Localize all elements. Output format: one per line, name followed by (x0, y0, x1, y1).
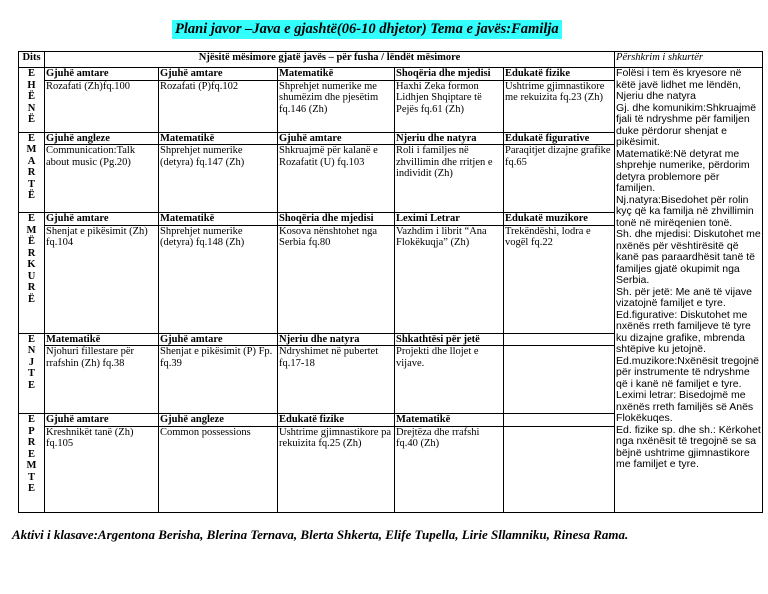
day-label (19, 68, 45, 133)
lesson-cell (504, 346, 615, 414)
subject-cell: Edukatë fizike (504, 68, 615, 81)
lesson-cell: Shprehjet numerike (detyra) fq.148 (Zh) (159, 225, 278, 333)
day-letter: E (27, 483, 35, 494)
day-letter: Ë (27, 91, 35, 102)
subject-cell: Matematikë (278, 68, 395, 81)
lesson-cell: Trekëndëshi, lodra e vogël fq.22 (504, 225, 615, 333)
subject-cell: Njeriu dhe natyra (278, 333, 395, 346)
subject-cell: Matematikë (45, 333, 159, 346)
summary-cell (615, 68, 763, 513)
day-letter: R (27, 437, 36, 448)
summary-header: Përshkrim i shkurtër (615, 52, 763, 68)
day-letter: R (27, 247, 36, 259)
lesson-cell: Shkruajmë për kalanë e Rozafatit (U) fq.103 (278, 145, 395, 213)
summary-line: Nj.natyra:Bisedohet për rolin kyç që ka familja në zhvillimin tonë në mirëqenien tonë. (616, 193, 754, 229)
summary-line: Ed.figurative: Diskutohet me nxënës rreth familjeve të tyre ku dizajne grafike, mbrenda shtëpive ku jetojnë. (616, 308, 751, 355)
day-letter: M (26, 460, 37, 471)
lesson-cell: Shprehjet numerike (detyra) fq.147 (Zh) (159, 145, 278, 213)
subject-cell (504, 414, 615, 427)
footer-teachers: Aktivi i klasave:Argentona Berisha, Blerina Ternava, Blerta Shkerta, Elife Tupella, Lirie Sllamniku, Rinesa Rama. (12, 527, 629, 542)
day-letter: Ë (27, 236, 35, 247)
lesson-cell: Rozafati (P)fq.102 (159, 80, 278, 132)
lesson-cell: Projekti dhe llojet e vijave. (395, 346, 504, 414)
lesson-cell: Common possessions (159, 426, 278, 512)
lesson-cell: Paraqitjet dizajne grafike fq.65 (504, 145, 615, 213)
table-header-row (19, 52, 763, 68)
day-letter: E (27, 414, 35, 425)
day-label (19, 414, 45, 513)
lesson-cell: Rozafati (Zh)fq.100 (45, 80, 159, 132)
lesson-cell: Drejtëza dhe rrafshi fq.40 (Zh) (395, 426, 504, 512)
summary-line: Leximi letrar: Bisedojmë me nxënës rreth familjës së Anës Flokëkuqes. (616, 389, 754, 424)
days-header: Dits (19, 52, 45, 68)
lesson-cell: Vazhdim i librit “Ana Flokëkuqja” (Zh) (395, 225, 504, 333)
day-letter: Ë (27, 293, 35, 305)
day-label (19, 213, 45, 334)
day-letter: E (27, 68, 35, 79)
subject-cell: Gjuhë amtare (45, 414, 159, 427)
subject-cell: Matematikë (159, 213, 278, 226)
day-letter: M (26, 224, 37, 236)
day-letter: E (27, 333, 35, 345)
summary-line: Sh. për jetë: Me anë të vijave vizatojnë familjet e tyre. (616, 285, 753, 309)
subject-cell: Gjuhë amtare (45, 68, 159, 81)
summary-line: Gj. dhe komunikim:Shkruajmë fjali të ndryshme për familjen duke përdorur shenjat e pikësimit. (616, 101, 757, 148)
day-letter: H (27, 79, 36, 91)
subject-cell: Shoqëria dhe mjedisi (395, 68, 504, 81)
subject-cell: Gjuhë amtare (45, 213, 159, 226)
summary-line: Sh. dhe mjedisi: Diskutohet me nxënës për vështirësitë që kanë pas paraardhësit tanë të familjes gjatë okupimit nga Serbia. (616, 228, 761, 286)
subject-cell (504, 333, 615, 346)
subject-cell: Matematikë (395, 414, 504, 427)
lesson-cell: Kosova nënshtohet nga Serbia fq.80 (278, 225, 395, 333)
subject-cell: Njeriu dhe natyra (395, 132, 504, 145)
day-label (19, 333, 45, 414)
day-letter: Ë (27, 114, 35, 125)
subject-cell: Edukatë muzikore (504, 213, 615, 226)
subject-row (19, 68, 763, 81)
lesson-cell: Haxhi Zeka formon Lidhjen Shqiptare të Pejës fq.61 (Zh) (395, 80, 504, 132)
day-letter: J (28, 356, 35, 368)
day-letter: T (27, 471, 35, 483)
lesson-cell: Shenjat e pikësimit (P) Fp. fq.39 (159, 346, 278, 414)
page-title: Plani javor –Java e gjashtë(06-10 dhjetor) Tema e javës:Familja (172, 20, 562, 39)
day-letter: A (27, 155, 36, 167)
lesson-cell: Ushtrime gjimnastikore me rekuizita fq.23 (Zh) (504, 80, 615, 132)
day-label (19, 132, 45, 213)
day-letter: U (27, 270, 36, 282)
day-letter: N (27, 345, 36, 356)
subject-cell: Shkathtësi për jetë (395, 333, 504, 346)
day-letter: K (27, 259, 36, 270)
day-letter: Ë (27, 190, 35, 201)
lesson-cell: Njohuri fillestare për rrafshin (Zh) fq.38 (45, 346, 159, 414)
day-letter: E (27, 379, 35, 391)
subject-cell: Leximi Letrar (395, 213, 504, 226)
lesson-cell: Ushtrime gjimnastikore pa rekuizita fq.25 (Zh) (278, 426, 395, 512)
subject-cell: Matematikë (159, 132, 278, 145)
summary-line: Matematikë:Në detyrat me shprehje numerike, përdorim detyra problemore për familjen. (616, 147, 750, 194)
weekly-plan-table (18, 51, 763, 513)
summary-line: Folësi i tem ës kryesore në këtë javë lidhet me lëndën, Njeriu dhe natyra (616, 67, 742, 102)
summary-line: Ed. fizike sp. dhe sh.: Kërkohet nga nxënësit të tregojnë se sa bëjnë ushtrime gjimnastikore me familjet e tyre. (616, 423, 761, 470)
lesson-cell: Communication:Talk about music (Pg.20) (45, 145, 159, 213)
day-letter: R (27, 282, 36, 293)
day-letter: T (27, 368, 35, 379)
lesson-cell: Shenjat e pikësimit (Zh) fq.104 (45, 225, 159, 333)
day-letter: T (27, 178, 35, 190)
lesson-cell: Roli i familjes në zhvillimin dhe rritjen e individit (Zh) (395, 145, 504, 213)
subject-cell: Edukatë fizike (278, 414, 395, 427)
subject-cell: Edukatë figurative (504, 132, 615, 145)
subject-cell: Gjuhë angleze (45, 132, 159, 145)
lesson-cell: Ndryshimet në pubertet fq.17-18 (278, 346, 395, 414)
subject-cell: Gjuhë angleze (159, 414, 278, 427)
day-letter: E (27, 213, 35, 224)
subject-cell: Gjuhë amtare (278, 132, 395, 145)
lesson-cell: Kreshnikët tanë (Zh) fq.105 (45, 426, 159, 512)
summary-line: Ed.muzikore:Nxënësit tregojnë për instrumente të ndryshme që i kanë në familjet e tyre. (616, 354, 760, 390)
day-letter: R (27, 167, 36, 178)
day-letter: M (26, 144, 37, 155)
subject-cell: Shoqëria dhe mjedisi (278, 213, 395, 226)
day-letter: E (27, 132, 35, 144)
subject-cell: Gjuhë amtare (159, 68, 278, 81)
day-letter: P (28, 425, 35, 437)
subjects-header: Njësitë mësimore gjatë javës – për fusha / lëndët mësimore (45, 52, 615, 68)
subject-cell: Gjuhë amtare (159, 333, 278, 346)
lesson-cell: Shprehjet numerike me shumëzim dhe pjesëtim fq.146 (Zh) (278, 80, 395, 132)
day-letter: N (27, 102, 36, 114)
day-letter: E (27, 448, 35, 460)
lesson-cell (504, 426, 615, 512)
